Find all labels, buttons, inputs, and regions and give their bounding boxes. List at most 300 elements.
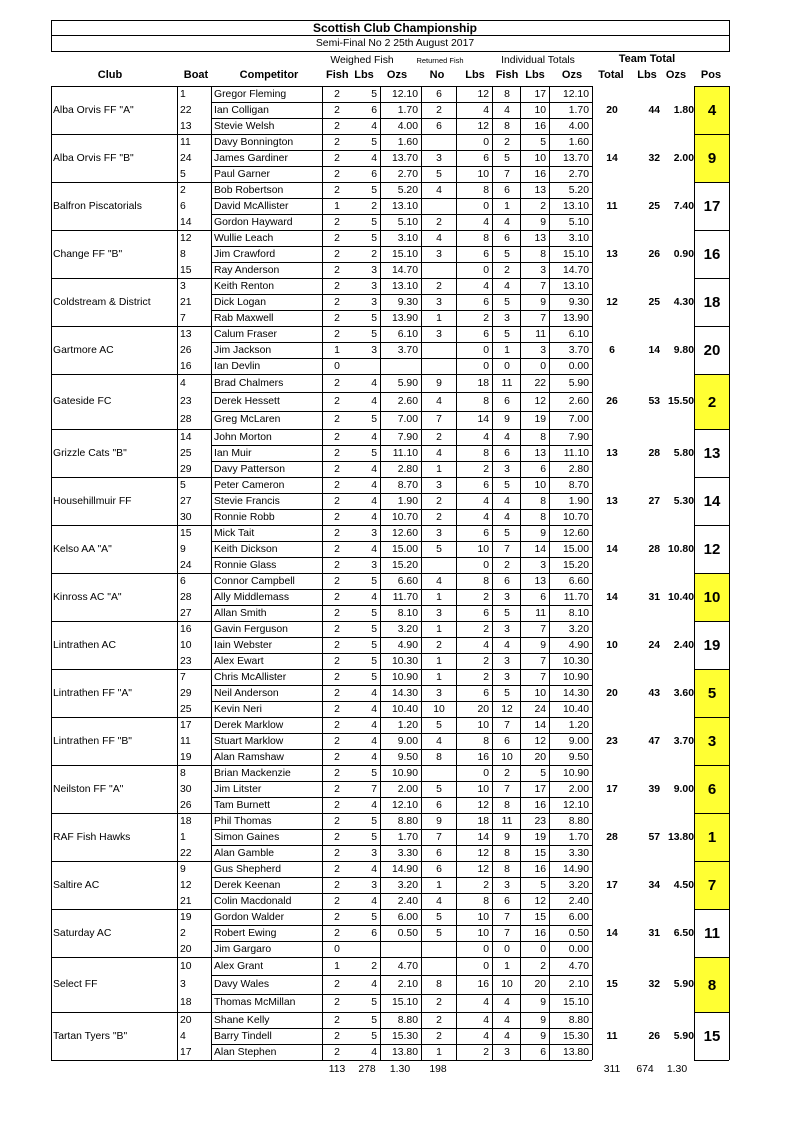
weighed-ozs: 10.90 — [391, 767, 418, 779]
weighed-fish: 2 — [334, 623, 340, 635]
weighed-lbs: 5 — [371, 312, 377, 324]
individual-lbs: 6 — [540, 591, 546, 603]
competitor-name: Greg McLaren — [214, 414, 281, 426]
competitor-name: James Gardiner — [214, 152, 288, 164]
individual-lbs: 17 — [534, 783, 546, 795]
column-header-ifish: Fish — [495, 69, 519, 81]
position-badge: 8 — [695, 958, 729, 1012]
returned-lbs: 2 — [483, 312, 489, 324]
position-badge: 9 — [695, 135, 729, 182]
weighed-fish: 2 — [334, 1030, 340, 1042]
grid-vline — [729, 813, 730, 861]
individual-ozs: 11.10 — [563, 447, 589, 459]
weighed-ozs: 13.10 — [391, 280, 418, 292]
grid-vline — [492, 765, 493, 813]
returned-lbs: 4 — [483, 431, 489, 443]
club-name: Saltire AC — [53, 879, 100, 891]
weighed-lbs: 4 — [371, 511, 377, 523]
weighed-fish: 2 — [334, 328, 340, 340]
returned-lbs: 2 — [483, 1046, 489, 1058]
returned-no: 1 — [436, 879, 442, 891]
returned-lbs: 4 — [483, 495, 489, 507]
grid-vline — [322, 278, 323, 326]
boat-number: 12 — [180, 232, 192, 244]
boat-number: 23 — [180, 396, 192, 407]
grid-vline — [322, 230, 323, 278]
weighed-fish: 2 — [334, 377, 340, 389]
weighed-ozs: 15.00 — [391, 543, 418, 555]
grid-vline — [592, 1012, 593, 1060]
grid-vline — [421, 717, 422, 765]
boat-number: 22 — [180, 847, 192, 859]
individual-ozs: 1.20 — [568, 719, 589, 731]
group-header-returned: Returned Fish — [416, 56, 464, 65]
individual-lbs: 7 — [540, 280, 546, 292]
grid-vline — [592, 134, 593, 182]
individual-fish: 11 — [501, 815, 513, 827]
individual-ozs: 7.90 — [568, 431, 589, 443]
returned-no: 2 — [436, 1030, 442, 1042]
competitor-name: Alan Stephen — [214, 1046, 277, 1058]
grid-vline — [592, 861, 593, 909]
individual-ozs: 6.00 — [568, 911, 589, 923]
individual-lbs: 3 — [540, 344, 546, 356]
individual-fish: 9 — [504, 831, 510, 843]
weighed-fish: 2 — [334, 463, 340, 475]
weighed-fish: 2 — [334, 396, 340, 407]
returned-no: 1 — [436, 671, 442, 683]
competitor-name: Peter Cameron — [214, 479, 285, 491]
team-lbs: 43 — [648, 687, 660, 699]
competitor-name: Dick Logan — [214, 296, 266, 308]
grid-vline — [729, 477, 730, 525]
returned-lbs: 6 — [483, 328, 489, 340]
boat-number: 3 — [180, 979, 186, 990]
individual-ozs: 5.20 — [568, 184, 589, 196]
weighed-ozs: 9.00 — [397, 735, 418, 747]
weighed-ozs: 6.60 — [397, 575, 418, 587]
competitor-name: Jim Litster — [214, 783, 262, 795]
boat-number: 11 — [180, 735, 191, 747]
position-badge: 12 — [703, 541, 721, 558]
competitor-name: Gus Shepherd — [214, 863, 282, 875]
returned-lbs: 6 — [483, 527, 489, 539]
grid-vline — [592, 429, 593, 477]
team-ozs: 0.90 — [673, 248, 694, 260]
returned-lbs: 4 — [483, 280, 489, 292]
grid-vline — [211, 477, 212, 525]
weighed-lbs: 6 — [371, 104, 377, 116]
weighed-ozs: 8.80 — [397, 815, 418, 827]
returned-lbs: 8 — [483, 447, 489, 459]
team-lbs: 27 — [648, 495, 660, 507]
weighed-ozs: 1.70 — [397, 831, 418, 843]
individual-ozs: 15.20 — [562, 559, 589, 571]
position-badge: 4 — [695, 87, 729, 134]
competitor-name: Gavin Ferguson — [214, 623, 288, 635]
grid-vline — [492, 326, 493, 374]
individual-lbs: 16 — [534, 927, 546, 939]
grid-vline — [211, 182, 212, 230]
weighed-ozs: 1.90 — [397, 495, 418, 507]
club-name: Balfron Piscatorials — [53, 200, 142, 212]
boat-number: 9 — [180, 543, 186, 555]
weighed-ozs: 10.90 — [391, 671, 418, 683]
individual-ozs: 3.30 — [568, 847, 589, 859]
returned-no: 3 — [436, 296, 442, 308]
grid-vline — [322, 813, 323, 861]
returned-lbs: 12 — [477, 863, 489, 875]
weighed-ozs: 6.00 — [397, 911, 418, 923]
team-lbs: 32 — [648, 152, 660, 164]
weighed-lbs: 4 — [371, 377, 377, 389]
competitor-name: Wullie Leach — [214, 232, 274, 244]
weighed-lbs: 2 — [371, 960, 377, 972]
grid-vline — [211, 765, 212, 813]
weighed-fish: 2 — [334, 232, 340, 244]
grid-vline — [592, 525, 593, 573]
individual-ozs: 4.00 — [568, 120, 589, 132]
individual-ozs: 2.40 — [568, 895, 589, 907]
individual-ozs: 12.10 — [562, 88, 589, 100]
grid-vline — [322, 621, 323, 669]
weighed-lbs: 5 — [371, 184, 377, 196]
individual-ozs: 3.70 — [568, 344, 589, 356]
grid-vline — [322, 477, 323, 525]
weighed-lbs: 4 — [371, 396, 377, 407]
weighed-fish: 2 — [334, 216, 340, 228]
grid-vline — [729, 621, 730, 669]
individual-fish: 10 — [501, 979, 513, 990]
competitor-name: Davy Patterson — [214, 463, 286, 475]
individual-ozs: 9.00 — [568, 735, 589, 747]
individual-fish: 0 — [504, 943, 510, 955]
individual-fish: 5 — [504, 687, 510, 699]
club-name: Coldstream & District — [53, 296, 151, 308]
individual-ozs: 6.60 — [568, 575, 589, 587]
weighed-fish: 2 — [334, 997, 340, 1009]
returned-lbs: 2 — [483, 879, 489, 891]
individual-fish: 12 — [501, 703, 513, 715]
individual-ozs: 8.10 — [568, 607, 589, 619]
weighed-fish: 2 — [334, 104, 340, 116]
weighed-lbs: 5 — [371, 639, 377, 651]
grid-vline — [492, 230, 493, 278]
boat-number: 29 — [180, 687, 192, 699]
competitor-name: Chris McAllister — [214, 671, 287, 683]
returned-no: 10 — [433, 703, 445, 715]
competitor-name: Ian Colligan — [214, 104, 269, 116]
grid-vline — [177, 477, 178, 525]
boat-number: 7 — [180, 312, 186, 324]
grid-vline — [421, 957, 422, 1012]
weighed-ozs: 3.10 — [397, 232, 418, 244]
grid-vline — [492, 134, 493, 182]
weighed-fish: 2 — [334, 495, 340, 507]
returned-no: 6 — [436, 88, 442, 100]
weighed-lbs: 3 — [371, 344, 377, 356]
grid-vline — [592, 765, 593, 813]
individual-lbs: 9 — [540, 1014, 546, 1026]
grid-vline — [492, 669, 493, 717]
weighed-lbs: 3 — [371, 879, 377, 891]
boat-number: 5 — [180, 168, 186, 180]
column-header-competitor: Competitor — [239, 69, 299, 81]
team-lbs: 28 — [648, 543, 660, 555]
team-total: 28 — [606, 831, 618, 843]
returned-lbs: 2 — [483, 655, 489, 667]
individual-lbs: 7 — [540, 623, 546, 635]
grid-vline — [51, 1012, 52, 1060]
individual-lbs: 14 — [534, 719, 546, 731]
individual-ozs: 13.90 — [562, 312, 589, 324]
boat-number: 5 — [180, 479, 186, 491]
returned-lbs: 0 — [483, 360, 489, 372]
grid-vline — [322, 525, 323, 573]
boat-number: 20 — [180, 1014, 192, 1026]
team-total: 23 — [606, 735, 618, 747]
grid-vline — [211, 86, 212, 134]
club-name: Grizzle Cats "B" — [53, 447, 127, 459]
returned-no: 3 — [436, 328, 442, 340]
returned-no: 2 — [436, 216, 442, 228]
total-lbs: 278 — [358, 1064, 376, 1075]
returned-no: 4 — [436, 735, 442, 747]
weighed-lbs: 5 — [371, 911, 377, 923]
grid-vline — [729, 326, 730, 374]
weighed-fish: 2 — [334, 575, 340, 587]
individual-ozs: 10.30 — [562, 655, 589, 667]
grid-vline — [211, 717, 212, 765]
grid-vline — [322, 182, 323, 230]
competitor-name: Ronnie Robb — [214, 511, 275, 523]
team-ozs: 5.90 — [673, 979, 694, 990]
weighed-fish: 2 — [334, 152, 340, 164]
grid-vline — [211, 813, 212, 861]
weighed-lbs: 5 — [371, 831, 377, 843]
team-total: 20 — [606, 104, 618, 116]
position-badge: 15 — [703, 1028, 721, 1045]
column-header-tlbs: Lbs — [637, 69, 657, 81]
weighed-lbs: 4 — [371, 751, 377, 763]
individual-fish: 4 — [504, 511, 510, 523]
team-lbs: 39 — [648, 783, 660, 795]
weighed-fish: 2 — [334, 655, 340, 667]
individual-lbs: 10 — [534, 104, 546, 116]
team-total: 6 — [609, 344, 615, 356]
returned-no: 8 — [436, 979, 442, 990]
competitor-name: Gordon Walder — [214, 911, 285, 923]
weighed-ozs: 1.60 — [397, 136, 418, 148]
position-badge: 20 — [703, 342, 721, 359]
team-lbs: 25 — [648, 200, 660, 212]
grid-vline — [592, 86, 593, 134]
grid-vline — [421, 909, 422, 957]
individual-fish: 5 — [504, 527, 510, 539]
weighed-lbs: 5 — [371, 232, 377, 244]
weighed-fish: 1 — [334, 960, 340, 972]
grid-vline — [51, 477, 52, 525]
position-badge: 13 — [703, 445, 721, 462]
grid-vline — [211, 1012, 212, 1060]
grid-vline — [51, 573, 52, 621]
returned-lbs: 16 — [477, 751, 489, 763]
returned-lbs: 6 — [483, 296, 489, 308]
grid-vline — [177, 525, 178, 573]
returned-no: 2 — [436, 511, 442, 523]
weighed-lbs: 5 — [371, 623, 377, 635]
competitor-name: Gregor Fleming — [214, 88, 287, 100]
individual-ozs: 8.80 — [568, 815, 589, 827]
individual-ozs: 12.10 — [562, 799, 589, 811]
grid-vline — [592, 278, 593, 326]
boat-number: 18 — [180, 815, 192, 827]
grid-vline — [51, 86, 52, 134]
returned-lbs: 0 — [483, 264, 489, 276]
individual-fish: 4 — [504, 1014, 510, 1026]
weighed-lbs: 4 — [371, 799, 377, 811]
grid-vline — [729, 86, 730, 134]
returned-lbs: 0 — [483, 344, 489, 356]
grid-vline — [322, 134, 323, 182]
individual-lbs: 8 — [540, 511, 546, 523]
grid-vline — [592, 573, 593, 621]
weighed-lbs: 5 — [371, 136, 377, 148]
boat-number: 29 — [180, 463, 192, 475]
returned-lbs: 4 — [483, 1030, 489, 1042]
individual-lbs: 9 — [540, 639, 546, 651]
grid-vline — [177, 957, 178, 1012]
returned-lbs: 6 — [483, 687, 489, 699]
grid-vline — [322, 765, 323, 813]
returned-no: 4 — [436, 447, 442, 459]
weighed-fish: 2 — [334, 296, 340, 308]
team-lbs: 32 — [648, 979, 660, 990]
weighed-fish: 2 — [334, 88, 340, 100]
grid-vline — [51, 230, 52, 278]
club-name: Gartmore AC — [53, 344, 114, 356]
weighed-fish: 2 — [334, 136, 340, 148]
club-name: Lintrathen FF "B" — [53, 735, 132, 747]
individual-lbs: 15 — [534, 847, 546, 859]
competitor-name: John Morton — [214, 431, 272, 443]
boat-number: 26 — [180, 344, 192, 356]
individual-fish: 5 — [504, 328, 510, 340]
weighed-ozs: 6.10 — [397, 328, 418, 340]
grid-vline — [729, 765, 730, 813]
individual-fish: 3 — [504, 1046, 510, 1058]
team-ozs: 5.90 — [673, 1030, 694, 1042]
weighed-ozs: 8.80 — [397, 1014, 418, 1026]
individual-lbs: 16 — [534, 799, 546, 811]
grid-vline — [322, 326, 323, 374]
individual-lbs: 0 — [540, 943, 546, 955]
returned-no: 3 — [436, 687, 442, 699]
grid-vline — [492, 717, 493, 765]
individual-ozs: 1.70 — [568, 104, 589, 116]
grid-vline — [592, 717, 593, 765]
competitor-name: Keith Dickson — [214, 543, 278, 555]
individual-fish: 7 — [504, 543, 510, 555]
position-badge: 14 — [703, 493, 721, 510]
weighed-fish: 2 — [334, 511, 340, 523]
grid-vline — [729, 182, 730, 230]
individual-fish: 8 — [504, 847, 510, 859]
total-ozs: 1.30 — [389, 1064, 411, 1075]
club-name: Select FF — [53, 979, 98, 990]
grid-vline — [177, 717, 178, 765]
weighed-lbs: 7 — [371, 783, 377, 795]
individual-lbs: 10 — [534, 687, 546, 699]
returned-no: 3 — [436, 152, 442, 164]
boat-number: 19 — [180, 751, 192, 763]
weighed-ozs: 3.30 — [397, 847, 418, 859]
returned-no: 2 — [436, 280, 442, 292]
weighed-ozs: 12.10 — [391, 88, 418, 100]
weighed-lbs: 5 — [371, 328, 377, 340]
grid-vline — [592, 909, 593, 957]
returned-no: 4 — [436, 232, 442, 244]
returned-lbs: 12 — [477, 847, 489, 859]
boat-number: 6 — [180, 200, 186, 212]
competitor-name: Ronnie Glass — [214, 559, 277, 571]
individual-fish: 10 — [501, 751, 513, 763]
boat-number: 28 — [180, 414, 192, 426]
team-ozs: 3.70 — [673, 735, 694, 747]
weighed-fish: 2 — [334, 248, 340, 260]
boat-number: 7 — [180, 671, 186, 683]
grid-vline — [51, 20, 52, 51]
individual-lbs: 11 — [535, 607, 546, 619]
grid-vline — [729, 861, 730, 909]
weighed-ozs: 13.10 — [391, 200, 418, 212]
individual-lbs: 2 — [540, 200, 546, 212]
individual-lbs: 12 — [534, 396, 546, 407]
club-name: Lintrathen FF "A" — [53, 687, 132, 699]
returned-no: 1 — [436, 591, 442, 603]
grid-vline — [729, 1012, 730, 1060]
competitor-name: Thomas McMillan — [214, 997, 296, 1009]
weighed-lbs: 4 — [371, 463, 377, 475]
individual-ozs: 13.70 — [562, 152, 589, 164]
grid-vline — [729, 278, 730, 326]
position-badge: 17 — [703, 198, 721, 215]
competitor-name: Calum Fraser — [214, 328, 277, 340]
grid-vline — [51, 909, 52, 957]
position-badge: 2 — [695, 375, 729, 429]
grid-vline — [492, 957, 493, 1012]
individual-ozs: 2.70 — [568, 168, 589, 180]
individual-ozs: 13.10 — [562, 280, 589, 292]
team-lbs: 25 — [648, 296, 660, 308]
position-badge: 7 — [695, 862, 729, 909]
weighed-fish: 2 — [334, 280, 340, 292]
grid-vline — [322, 429, 323, 477]
position-badge: 11 — [704, 925, 720, 942]
grid-hline — [51, 35, 730, 36]
competitor-name: Jim Jackson — [214, 344, 272, 356]
team-ozs: 4.30 — [673, 296, 694, 308]
weighed-ozs: 14.70 — [391, 264, 418, 276]
grid-vline — [211, 669, 212, 717]
column-header-no: No — [429, 69, 445, 81]
boat-number: 6 — [180, 575, 186, 587]
grid-vline — [51, 621, 52, 669]
group-header-individual: Individual Totals — [501, 55, 575, 66]
team-ozs: 5.80 — [673, 447, 694, 459]
team-total: 11 — [606, 200, 618, 212]
returned-no: 5 — [436, 911, 442, 923]
